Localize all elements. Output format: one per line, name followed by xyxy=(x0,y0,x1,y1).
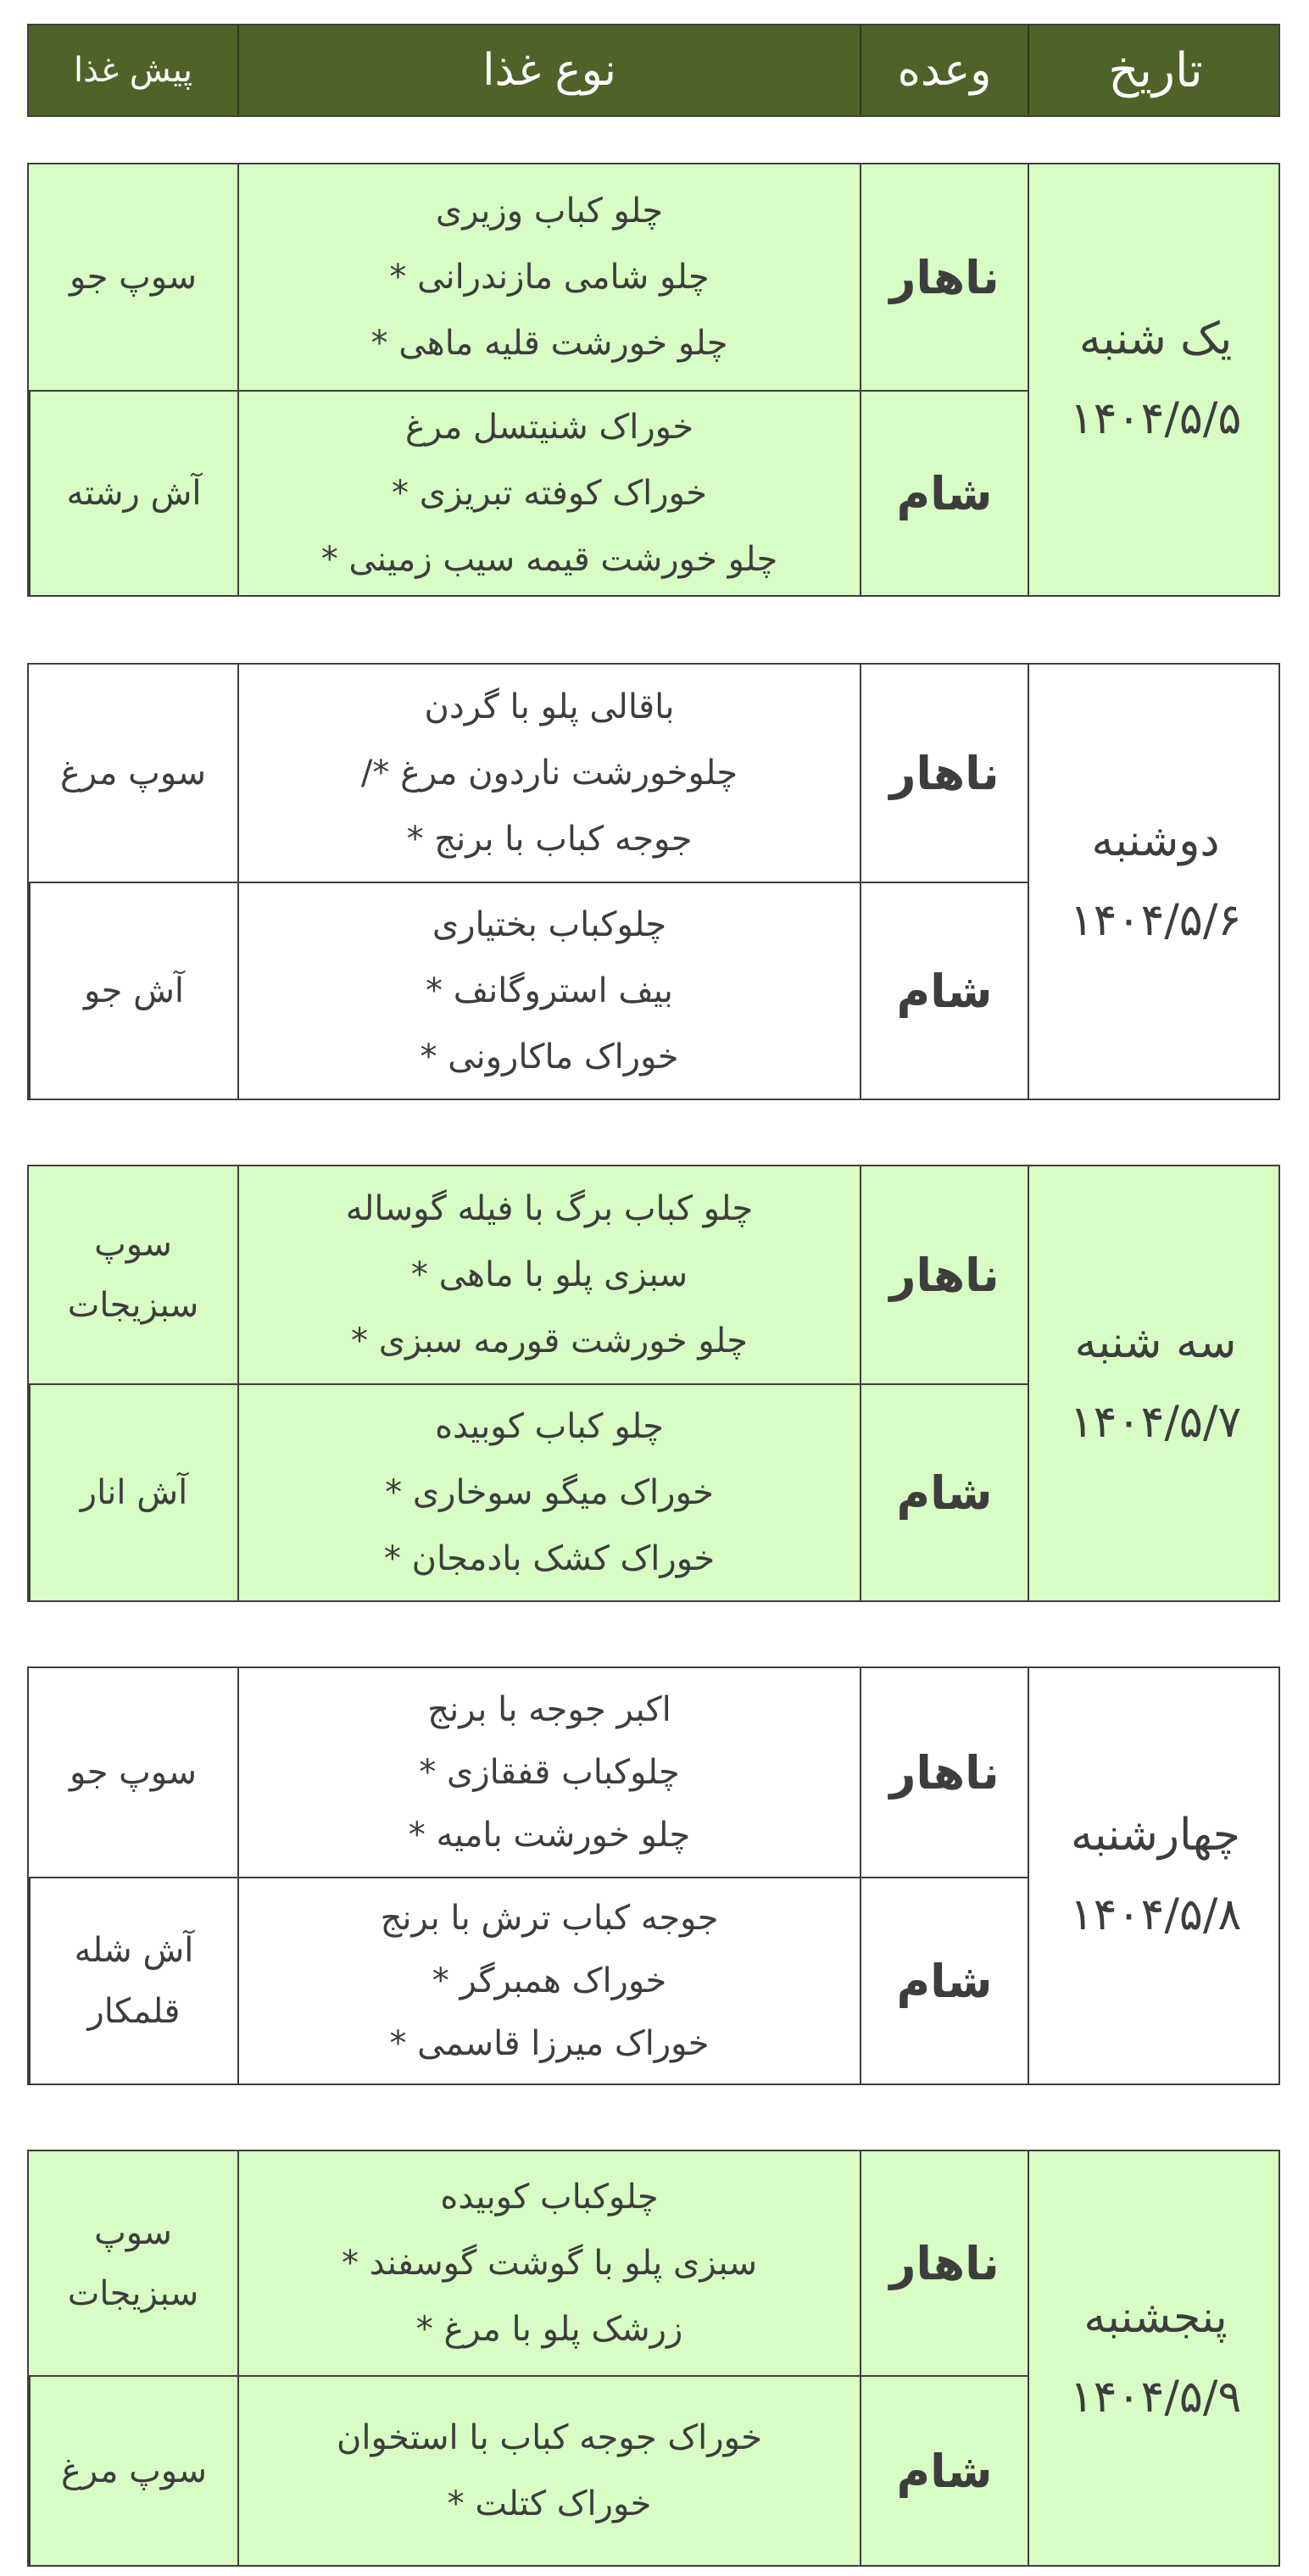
day-date-cell xyxy=(1028,164,1282,595)
day-block-sunday xyxy=(27,163,1280,597)
dinner-appetizer: آش رشته xyxy=(29,390,237,595)
meal-dinner: شام xyxy=(860,390,1028,595)
dinner-foods xyxy=(237,882,860,1099)
food-item: چلوکباب بختیاری xyxy=(432,905,667,944)
food-item: سبزی پلو با ماهی * xyxy=(410,1255,688,1294)
food-item: چلو کباب وزیری xyxy=(435,192,664,231)
dinner-foods xyxy=(237,1383,860,1600)
lunch-appetizer: سوپ سبزیجات xyxy=(67,2213,199,2313)
food-item: چلو خورشت بامیه * xyxy=(408,1816,691,1855)
day-date: ۱۴۰۴/۵/۸ xyxy=(1069,1889,1242,1940)
day-date: ۱۴۰۴/۵/۶ xyxy=(1069,895,1242,946)
food-item: چلو خورشت قلیه ماهی * xyxy=(370,324,728,363)
food-item: چلو کباب برگ با فیله گوساله xyxy=(345,1189,754,1228)
food-item: خوراک میرزا قاسمی * xyxy=(389,2024,710,2063)
lunch-foods xyxy=(237,164,860,390)
lunch-appetizer: سوپ جو xyxy=(70,1753,197,1792)
food-item: خوراک کتلت * xyxy=(447,2484,652,2523)
day-date: ۱۴۰۴/۵/۷ xyxy=(1069,1397,1242,1448)
day-name: چهارشنبه xyxy=(1071,1810,1240,1861)
food-item: چلو خورشت قورمه سبزی * xyxy=(351,1321,748,1360)
lunch-foods xyxy=(237,665,860,882)
day-name: سه شنبه xyxy=(1074,1317,1237,1369)
day-name: پنجشنبه xyxy=(1083,2292,1228,2344)
lunch-appetizer: سوپ سبزیجات xyxy=(67,1225,199,1325)
food-item: چلو شامی مازندرانی * xyxy=(389,258,710,297)
food-item: خوراک کشک بادمجان * xyxy=(383,1539,716,1578)
meal-dinner: شام xyxy=(860,882,1028,1099)
lunch-foods xyxy=(237,1166,860,1383)
meal-lunch: ناهار xyxy=(860,1668,1028,1877)
meal-dinner: شام xyxy=(860,1877,1028,2084)
food-item: چلوکباب قفقازی * xyxy=(419,1753,680,1792)
food-item: چلو خورشت قیمه سیب زمینی * xyxy=(320,540,778,579)
day-block-tuesday xyxy=(27,1165,1280,1602)
food-item: خوراک همبرگر * xyxy=(432,1961,667,2000)
menu-header-row xyxy=(27,24,1280,117)
day-name: یک شنبه xyxy=(1078,314,1233,365)
lunch-foods xyxy=(237,2151,860,2375)
day-date-cell xyxy=(1028,665,1282,1099)
dinner-foods xyxy=(237,1877,860,2084)
food-item: چلوکباب کوبیده xyxy=(440,2178,659,2217)
day-date-cell xyxy=(1028,2151,1282,2565)
food-item: خوراک کوفته تبریزی * xyxy=(392,474,707,513)
meal-lunch: ناهار xyxy=(860,1166,1028,1383)
food-item: سبزی پلو با گوشت گوسفند * xyxy=(342,2244,757,2283)
day-date-cell xyxy=(1028,1166,1282,1600)
dinner-appetizer: آش شله قلمکار xyxy=(29,1877,237,2084)
food-item: اکبر جوجه با برنج xyxy=(427,1690,671,1729)
food-item: چلو کباب کوبیده xyxy=(435,1407,664,1446)
food-item: بیف استروگانف * xyxy=(426,971,673,1010)
lunch-appetizer: سوپ جو xyxy=(70,258,197,297)
day-name: دوشنبه xyxy=(1091,815,1220,867)
meal-lunch: ناهار xyxy=(860,2151,1028,2375)
dinner-appetizer: سوپ مرغ xyxy=(29,2375,237,2565)
day-block-thursday xyxy=(27,2150,1280,2567)
food-item: خوراک جوجه کباب با استخوان xyxy=(337,2418,762,2457)
day-block-monday xyxy=(27,663,1280,1100)
food-item: جوجه کباب ترش با برنج xyxy=(380,1899,719,1938)
day-date: ۱۴۰۴/۵/۵ xyxy=(1069,393,1242,444)
food-item: جوجه کباب با برنج * xyxy=(406,820,693,859)
food-item: چلوخورشت ناردون مرغ */ xyxy=(360,754,738,793)
food-item: باقالی پلو با گردن xyxy=(424,687,675,726)
day-date-cell xyxy=(1028,1668,1282,2084)
food-item: زرشک پلو با مرغ * xyxy=(415,2310,683,2349)
dinner-appetizer: آش انار xyxy=(29,1383,237,1600)
day-block-wednesday xyxy=(27,1666,1280,2085)
dinner-foods xyxy=(237,390,860,595)
dinner-foods xyxy=(237,2375,860,2565)
food-item: خوراک ماکارونی * xyxy=(420,1038,679,1077)
header-appetizer: پیش غذا xyxy=(74,51,192,90)
day-date: ۱۴۰۴/۵/۹ xyxy=(1069,2372,1242,2423)
meal-dinner: شام xyxy=(860,2375,1028,2565)
lunch-foods xyxy=(237,1668,860,1877)
lunch-appetizer: سوپ مرغ xyxy=(60,754,206,793)
food-item: خوراک شنیتسل مرغ xyxy=(404,408,694,447)
meal-lunch: ناهار xyxy=(860,665,1028,882)
food-item: خوراک میگو سوخاری * xyxy=(385,1473,714,1512)
header-meal: وعده xyxy=(860,25,1028,115)
header-date: تاریخ xyxy=(1028,25,1282,115)
header-food-type: نوع غذا xyxy=(237,25,860,115)
dinner-appetizer: آش جو xyxy=(29,882,237,1099)
meal-lunch: ناهار xyxy=(860,164,1028,390)
meal-dinner: شام xyxy=(860,1383,1028,1600)
